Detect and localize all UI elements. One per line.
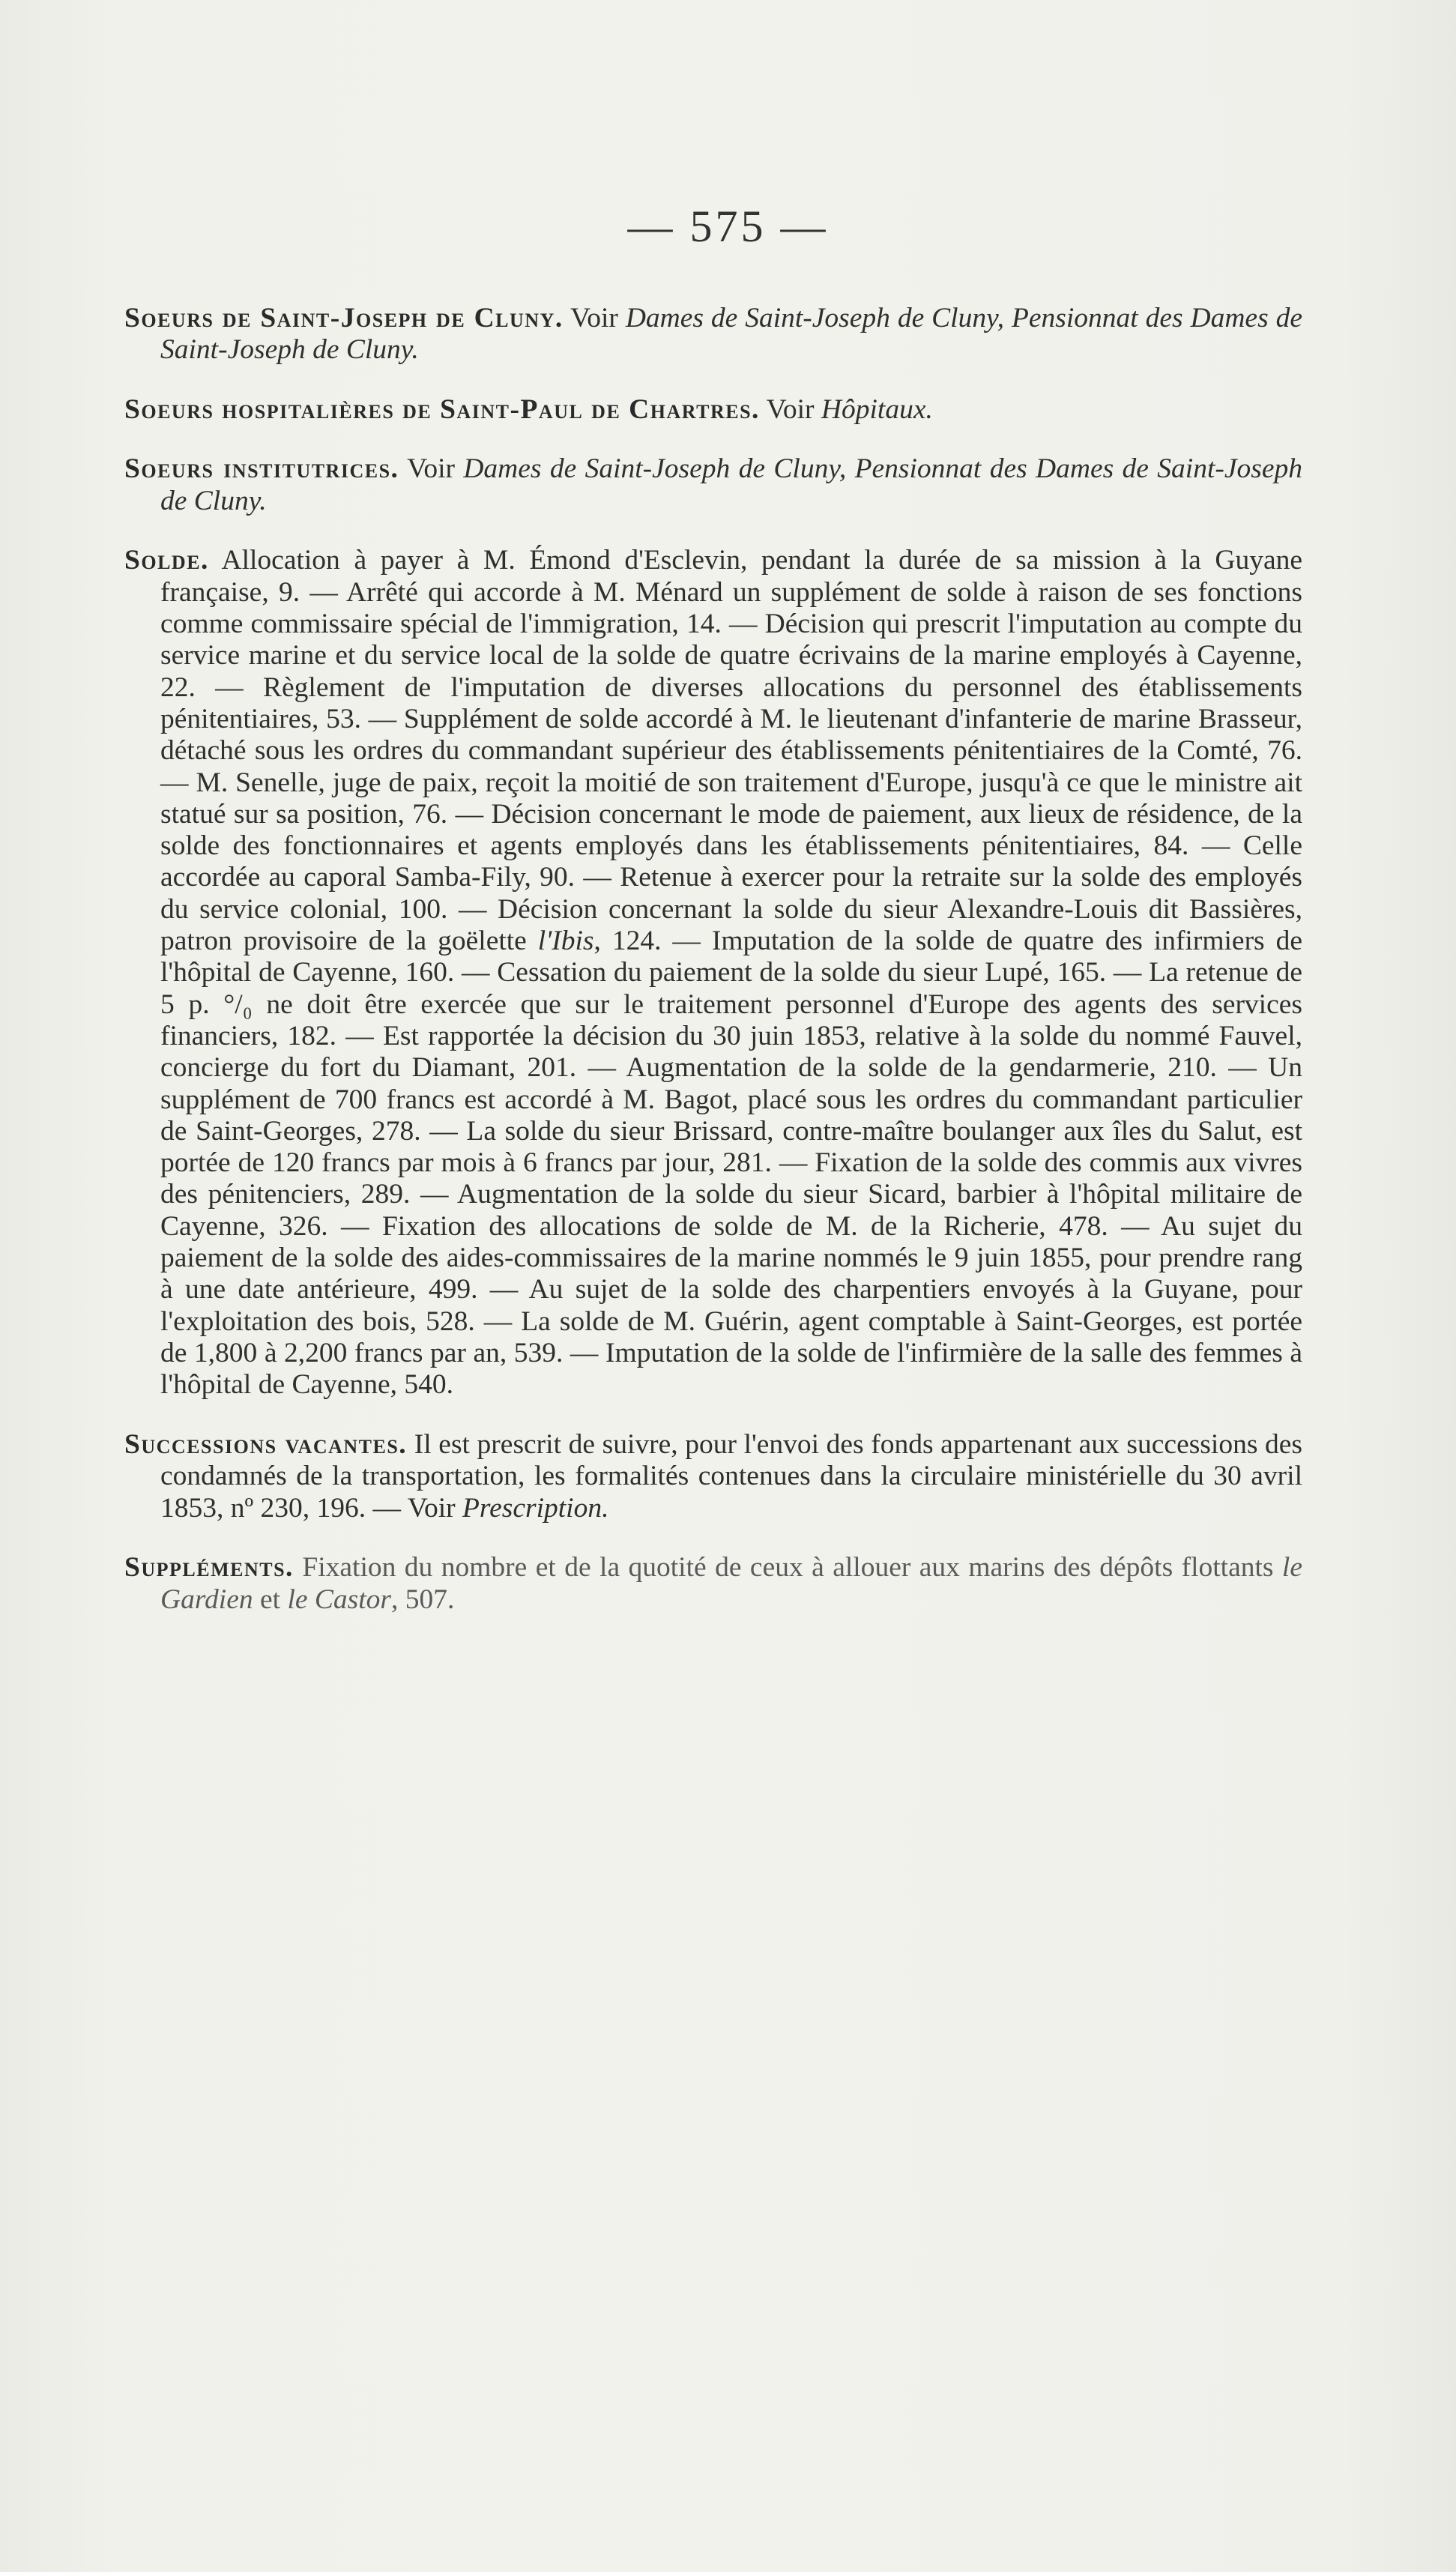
entry-term: Solde. — [124, 545, 209, 576]
entry-reference: le Gardien — [160, 1552, 1302, 1615]
entry-reference: Dames de Saint-Joseph de Cluny, Pensionnat des Dames de Saint-Joseph de Cluny. — [160, 453, 1302, 516]
entry-reference: Hôpitaux. — [821, 393, 933, 425]
entry-reference: Dames de Saint-Joseph de Cluny, Pensionnat des Dames de Saint-Joseph de Cluny. — [160, 302, 1302, 365]
index-entry-soeurs-saint-joseph — [124, 303, 1302, 366]
index-entry-soeurs-hospitalieres — [124, 394, 1302, 426]
index-entry-supplements — [124, 1552, 1302, 1616]
entry-reference: l'Ibis — [537, 926, 594, 957]
entry-text: Voir — [563, 302, 626, 333]
entry-text-end: , 507. — [391, 1584, 455, 1615]
entry-reference: Prescription. — [462, 1492, 609, 1524]
entry-text: Fixation du nombre et de la quotité de ceux à allouer aux marins des dépôts flottants — [293, 1552, 1282, 1584]
entry-term: Soeurs institutrices. — [124, 453, 399, 485]
entry-text: Allocation à payer à M. Émond d'Esclevin, pendant la durée de sa mission à la Guyane française, 9. — Arrêté qui accorde à M. Ménard un supplément de solde à raison de ses fonctions comme commissaire spécial de l'immigration, 14. — Décision qui prescrit l'imputation au compte du service marine et du service local de la solde de quatre écrivains de la marine employés à Cayenne, 22. — Règlement de l'imputation de diverses allocations du personnel des établissements pénitentiaires, 53. — Supplément de solde accordé à M. le lieutenant d'infanterie de marine Brasseur, détaché sous les ordres du commandant supérieur des établissements pénitentiaires de la Comté, 76. — M. Senelle, juge de paix, reçoit la moitié de son traitement d'Europe, jusqu'à ce que le ministre ait statué sur sa position, 76. — Décision concernant le mode de paiement, aux lieux de résidence, de la solde des fonctionnaires et agents employés dans les établissements pénitentiaires, 84. — Celle accordée au caporal Samba-Fily, 90. — Retenue à exercer pour la retraite sur la solde des employés du service colonial, 100. — Décision concernant la solde du sieur Alexandre-Louis dit Bassières, patron provisoire de la goëlette — [160, 545, 1302, 957]
index-entry-solde — [124, 545, 1302, 1401]
page-number: — 575 — — [627, 202, 829, 251]
entry-reference-2: le Castor — [287, 1584, 391, 1615]
entry-term: Soeurs de Saint-Joseph de Cluny. — [124, 302, 564, 333]
entry-term: Suppléments. — [124, 1552, 294, 1584]
index-entry-soeurs-institutrices — [124, 453, 1302, 517]
entry-text-continued: , 124. — Imputation de la solde de quatre des infirmiers de l'hôpital de Cayenne, 160. — Cessation du paiement de la solde du sieur Lupé, 165. — La retenue de 5 p. °/₀ ne doit être exercée que sur le traitement personnel d'Europe des agents des services financiers, 182. — Est rapportée la décision du 30 juin 1853, relative à la solde du nommé Fauvel, concierge du fort du Diamant, 201. — Augmentation de la solde de la gendarmerie, 210. — Un supplément de 700 francs est accordé à M. Bagot, placé sous les ordres du commandant particulier de Saint-Georges, 278. — La solde du sieur Brissard, contre-maître boulanger aux îles du Salut, est portée de 120 francs par mois à 6 francs par jour, 281. — Fixation de la solde des commis aux vivres des pénitenciers, 289. — Augmentation de la solde du sieur Sicard, barbier à l'hôpital militaire de Cayenne, 326. — Fixation des allocations de solde de M. de la Richerie, 478. — Au sujet du paiement de la solde des aides-commissaires de la marine nommés le 9 juin 1855, pour prendre rang à une date antérieure, 499. — Au sujet de la solde des charpentiers envoyés à la Guyane, pour l'exploitation des bois, 528. — La solde de M. Guérin, agent comptable à Saint-Georges, est portée de 1,800 à 2,200 francs par an, 539. — Imputation de la solde de l'infirmière de la salle des femmes à l'hôpital de Cayenne, 540. — [160, 926, 1302, 1401]
entry-term: Soeurs hospitalières de Saint-Paul de Chartres. — [124, 393, 760, 425]
entry-text: Il est prescrit de suivre, pour l'envoi des fonds appartenant aux successions des condamnés de la transportation, les formalités contenues dans la circulaire ministérielle du 30 avril 1853, nº 230, 196. — Voir — [160, 1429, 1302, 1524]
entry-text: Voir — [759, 393, 821, 425]
index-entry-successions-vacantes — [124, 1429, 1302, 1524]
entry-text: Voir — [399, 453, 464, 485]
entry-text-continued: et — [253, 1584, 288, 1615]
index-content — [124, 274, 1302, 1634]
entry-term: Successions vacantes. — [124, 1429, 408, 1460]
